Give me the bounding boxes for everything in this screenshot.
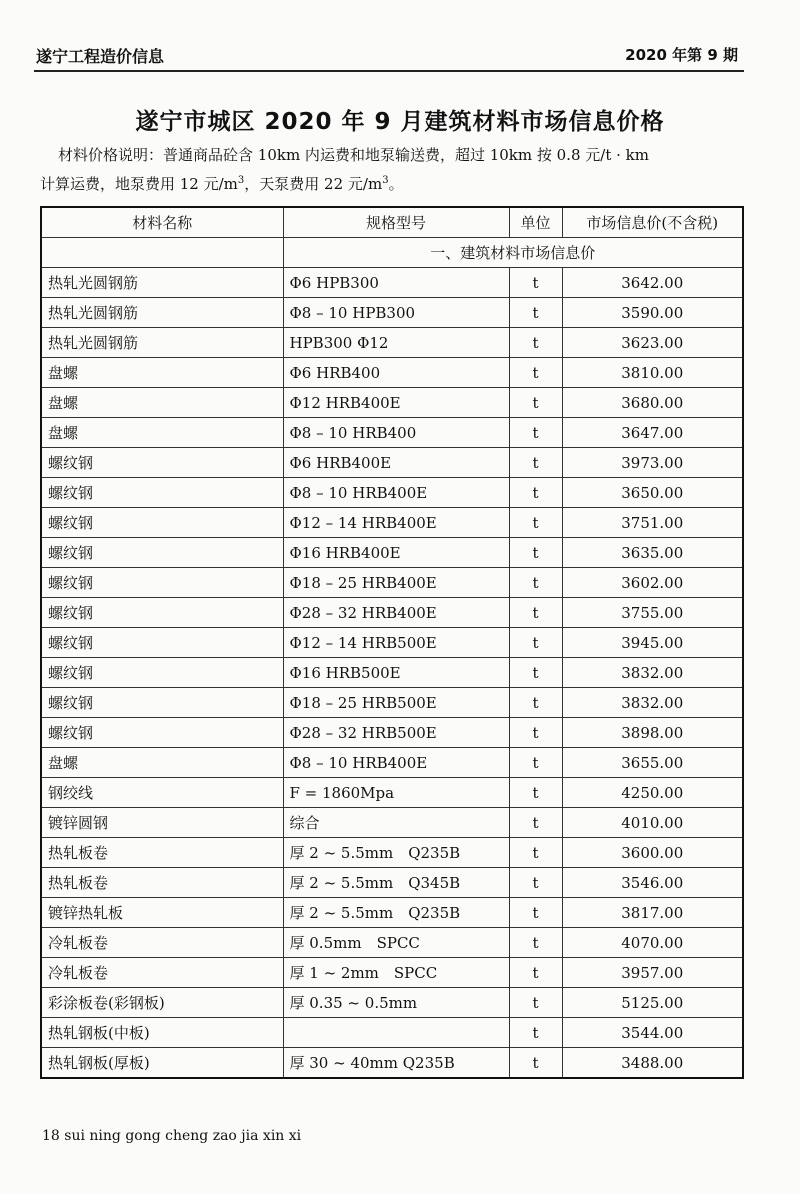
price-cell: 3755.00	[562, 598, 743, 628]
material-name-cell: 镀锌圆钢	[41, 808, 283, 838]
spec-cell: Φ12 HRB400E	[283, 388, 509, 418]
table-row	[41, 928, 743, 958]
table-row	[41, 568, 743, 598]
unit-cell: t	[509, 418, 562, 448]
unit-cell: t	[509, 808, 562, 838]
material-name-cell: 彩涂板卷(彩钢板)	[41, 988, 283, 1018]
unit-cell: t	[509, 838, 562, 868]
price-cell: 3832.00	[562, 688, 743, 718]
table-row	[41, 808, 743, 838]
spec-cell: HPB300 Φ12	[283, 328, 509, 358]
note-part-c: 。	[388, 175, 404, 193]
note-superscript-a: 3	[237, 175, 245, 186]
material-name-cell: 螺纹钢	[41, 658, 283, 688]
material-name-cell: 热轧板卷	[41, 868, 283, 898]
material-name-cell: 热轧光圆钢筋	[41, 268, 283, 298]
spec-cell: Φ12 – 14 HRB400E	[283, 508, 509, 538]
price-cell: 3751.00	[562, 508, 743, 538]
unit-cell: t	[509, 538, 562, 568]
table-row	[41, 388, 743, 418]
price-cell: 3945.00	[562, 628, 743, 658]
material-name-cell: 热轧钢板(厚板)	[41, 1048, 283, 1079]
price-cell: 4070.00	[562, 928, 743, 958]
spec-cell: Φ6 HRB400	[283, 358, 509, 388]
issue-label: 2020 年第 9 期	[625, 46, 738, 64]
material-name-cell: 冷轧板卷	[41, 928, 283, 958]
price-cell: 3650.00	[562, 478, 743, 508]
price-note-line-1: 材料价格说明：普通商品砼含 10km 内运费和地泵输送费，超过 10km 按 0.8 元/t · km	[58, 146, 649, 164]
page-title: 遂宁市城区 2020 年 9 月建筑材料市场信息价格	[135, 109, 665, 135]
section-row	[41, 238, 743, 268]
price-cell: 3957.00	[562, 958, 743, 988]
table-row	[41, 688, 743, 718]
price-table	[40, 206, 744, 1079]
table-row	[41, 988, 743, 1018]
unit-cell: t	[509, 628, 562, 658]
spec-cell: Φ16 HRB400E	[283, 538, 509, 568]
material-name-cell: 螺纹钢	[41, 688, 283, 718]
table-row	[41, 538, 743, 568]
unit-cell: t	[509, 748, 562, 778]
table-row	[41, 898, 743, 928]
spec-cell: Φ6 HPB300	[283, 268, 509, 298]
unit-cell: t	[509, 688, 562, 718]
table-row	[41, 448, 743, 478]
note-superscript-b: 3	[382, 175, 389, 186]
price-note-line-2	[40, 168, 745, 197]
page-footer: 18 sui ning gong cheng zao jia xin xi	[42, 1128, 302, 1144]
unit-cell: t	[509, 958, 562, 988]
material-name-cell: 盘螺	[41, 418, 283, 448]
unit-cell: t	[509, 988, 562, 1018]
table-row	[41, 478, 743, 508]
price-cell: 3488.00	[562, 1048, 743, 1079]
unit-cell: t	[509, 928, 562, 958]
spec-cell: 厚 2 ~ 5.5mm Q235B	[283, 838, 509, 868]
price-cell: 3832.00	[562, 658, 743, 688]
table-row	[41, 958, 743, 988]
unit-cell: t	[509, 478, 562, 508]
material-name-cell: 螺纹钢	[41, 598, 283, 628]
note-part-b: ，天泵费用 22 元/m	[244, 175, 383, 193]
unit-cell: t	[509, 718, 562, 748]
price-cell: 3544.00	[562, 1018, 743, 1048]
spec-cell: 厚 2 ~ 5.5mm Q235B	[283, 898, 509, 928]
spec-cell: 综合	[283, 808, 509, 838]
unit-cell: t	[509, 898, 562, 928]
material-name-cell: 镀锌热轧板	[41, 898, 283, 928]
material-name-cell: 冷轧板卷	[41, 958, 283, 988]
spec-cell: Φ8 – 10 HPB300	[283, 298, 509, 328]
price-cell: 3623.00	[562, 328, 743, 358]
price-cell: 3590.00	[562, 298, 743, 328]
unit-cell: t	[509, 568, 562, 598]
material-name-cell: 热轧光圆钢筋	[41, 328, 283, 358]
material-name-cell: 热轧光圆钢筋	[41, 298, 283, 328]
spec-cell: Φ18 – 25 HRB400E	[283, 568, 509, 598]
table-row	[41, 508, 743, 538]
table-row	[41, 868, 743, 898]
table-row	[41, 418, 743, 448]
unit-cell: t	[509, 298, 562, 328]
price-cell: 3635.00	[562, 538, 743, 568]
price-cell: 3973.00	[562, 448, 743, 478]
table-row	[41, 1018, 743, 1048]
table-row	[41, 598, 743, 628]
price-cell: 3602.00	[562, 568, 743, 598]
table-row	[41, 748, 743, 778]
table-row	[41, 718, 743, 748]
unit-cell: t	[509, 868, 562, 898]
material-name-cell: 螺纹钢	[41, 478, 283, 508]
price-cell: 3817.00	[562, 898, 743, 928]
header-divider	[34, 70, 744, 72]
spec-cell: 厚 1 ~ 2mm SPCC	[283, 958, 509, 988]
spec-cell: Φ8 – 10 HRB400	[283, 418, 509, 448]
unit-cell: t	[509, 358, 562, 388]
spec-cell: 厚 30 ~ 40mm Q235B	[283, 1048, 509, 1079]
spec-cell: 厚 2 ~ 5.5mm Q345B	[283, 868, 509, 898]
spec-cell	[283, 1018, 509, 1048]
price-cell: 5125.00	[562, 988, 743, 1018]
unit-cell: t	[509, 658, 562, 688]
unit-cell: t	[509, 328, 562, 358]
unit-cell: t	[509, 448, 562, 478]
unit-cell: t	[509, 388, 562, 418]
material-name-cell: 螺纹钢	[41, 538, 283, 568]
material-name-cell: 热轧板卷	[41, 838, 283, 868]
price-cell: 3898.00	[562, 718, 743, 748]
header-unit: 单位	[509, 207, 562, 238]
table-row	[41, 778, 743, 808]
material-name-cell: 盘螺	[41, 748, 283, 778]
section-title: 一、建筑材料市场信息价	[283, 238, 743, 268]
spec-cell: F = 1860Mpa	[283, 778, 509, 808]
price-cell: 3642.00	[562, 268, 743, 298]
material-name-cell: 钢绞线	[41, 778, 283, 808]
unit-cell: t	[509, 508, 562, 538]
spec-cell: 厚 0.5mm SPCC	[283, 928, 509, 958]
price-cell: 4250.00	[562, 778, 743, 808]
table-row	[41, 358, 743, 388]
price-cell: 3546.00	[562, 868, 743, 898]
price-cell: 3680.00	[562, 388, 743, 418]
unit-cell: t	[509, 268, 562, 298]
table-row	[41, 268, 743, 298]
table-row	[41, 1048, 743, 1079]
header-material-name: 材料名称	[41, 207, 283, 238]
header-spec: 规格型号	[283, 207, 509, 238]
note-part-a: 计算运费，地泵费用 12 元/m	[40, 175, 238, 193]
unit-cell: t	[509, 1018, 562, 1048]
material-name-cell: 盘螺	[41, 358, 283, 388]
section-empty-cell	[41, 238, 283, 268]
material-name-cell: 螺纹钢	[41, 448, 283, 478]
table-row	[41, 628, 743, 658]
material-name-cell: 螺纹钢	[41, 568, 283, 598]
material-name-cell: 盘螺	[41, 388, 283, 418]
spec-cell: Φ28 – 32 HRB400E	[283, 598, 509, 628]
spec-cell: 厚 0.35 ~ 0.5mm	[283, 988, 509, 1018]
table-header-row	[41, 207, 743, 238]
unit-cell: t	[509, 778, 562, 808]
price-cell: 3647.00	[562, 418, 743, 448]
header-price: 市场信息价(不含税)	[562, 207, 743, 238]
spec-cell: Φ18 – 25 HRB500E	[283, 688, 509, 718]
material-name-cell: 螺纹钢	[41, 718, 283, 748]
unit-cell: t	[509, 1048, 562, 1079]
spec-cell: Φ16 HRB500E	[283, 658, 509, 688]
spec-cell: Φ12 – 14 HRB500E	[283, 628, 509, 658]
table-row	[41, 838, 743, 868]
material-name-cell: 热轧钢板(中板)	[41, 1018, 283, 1048]
table-row	[41, 658, 743, 688]
spec-cell: Φ8 – 10 HRB400E	[283, 748, 509, 778]
price-cell: 4010.00	[562, 808, 743, 838]
publication-name: 遂宁工程造价信息	[36, 47, 165, 66]
price-cell: 3600.00	[562, 838, 743, 868]
price-cell: 3655.00	[562, 748, 743, 778]
material-name-cell: 螺纹钢	[41, 508, 283, 538]
spec-cell: Φ6 HRB400E	[283, 448, 509, 478]
spec-cell: Φ28 – 32 HRB500E	[283, 718, 509, 748]
table-row	[41, 298, 743, 328]
table-row	[41, 328, 743, 358]
price-cell: 3810.00	[562, 358, 743, 388]
material-name-cell: 螺纹钢	[41, 628, 283, 658]
spec-cell: Φ8 – 10 HRB400E	[283, 478, 509, 508]
unit-cell: t	[509, 598, 562, 628]
